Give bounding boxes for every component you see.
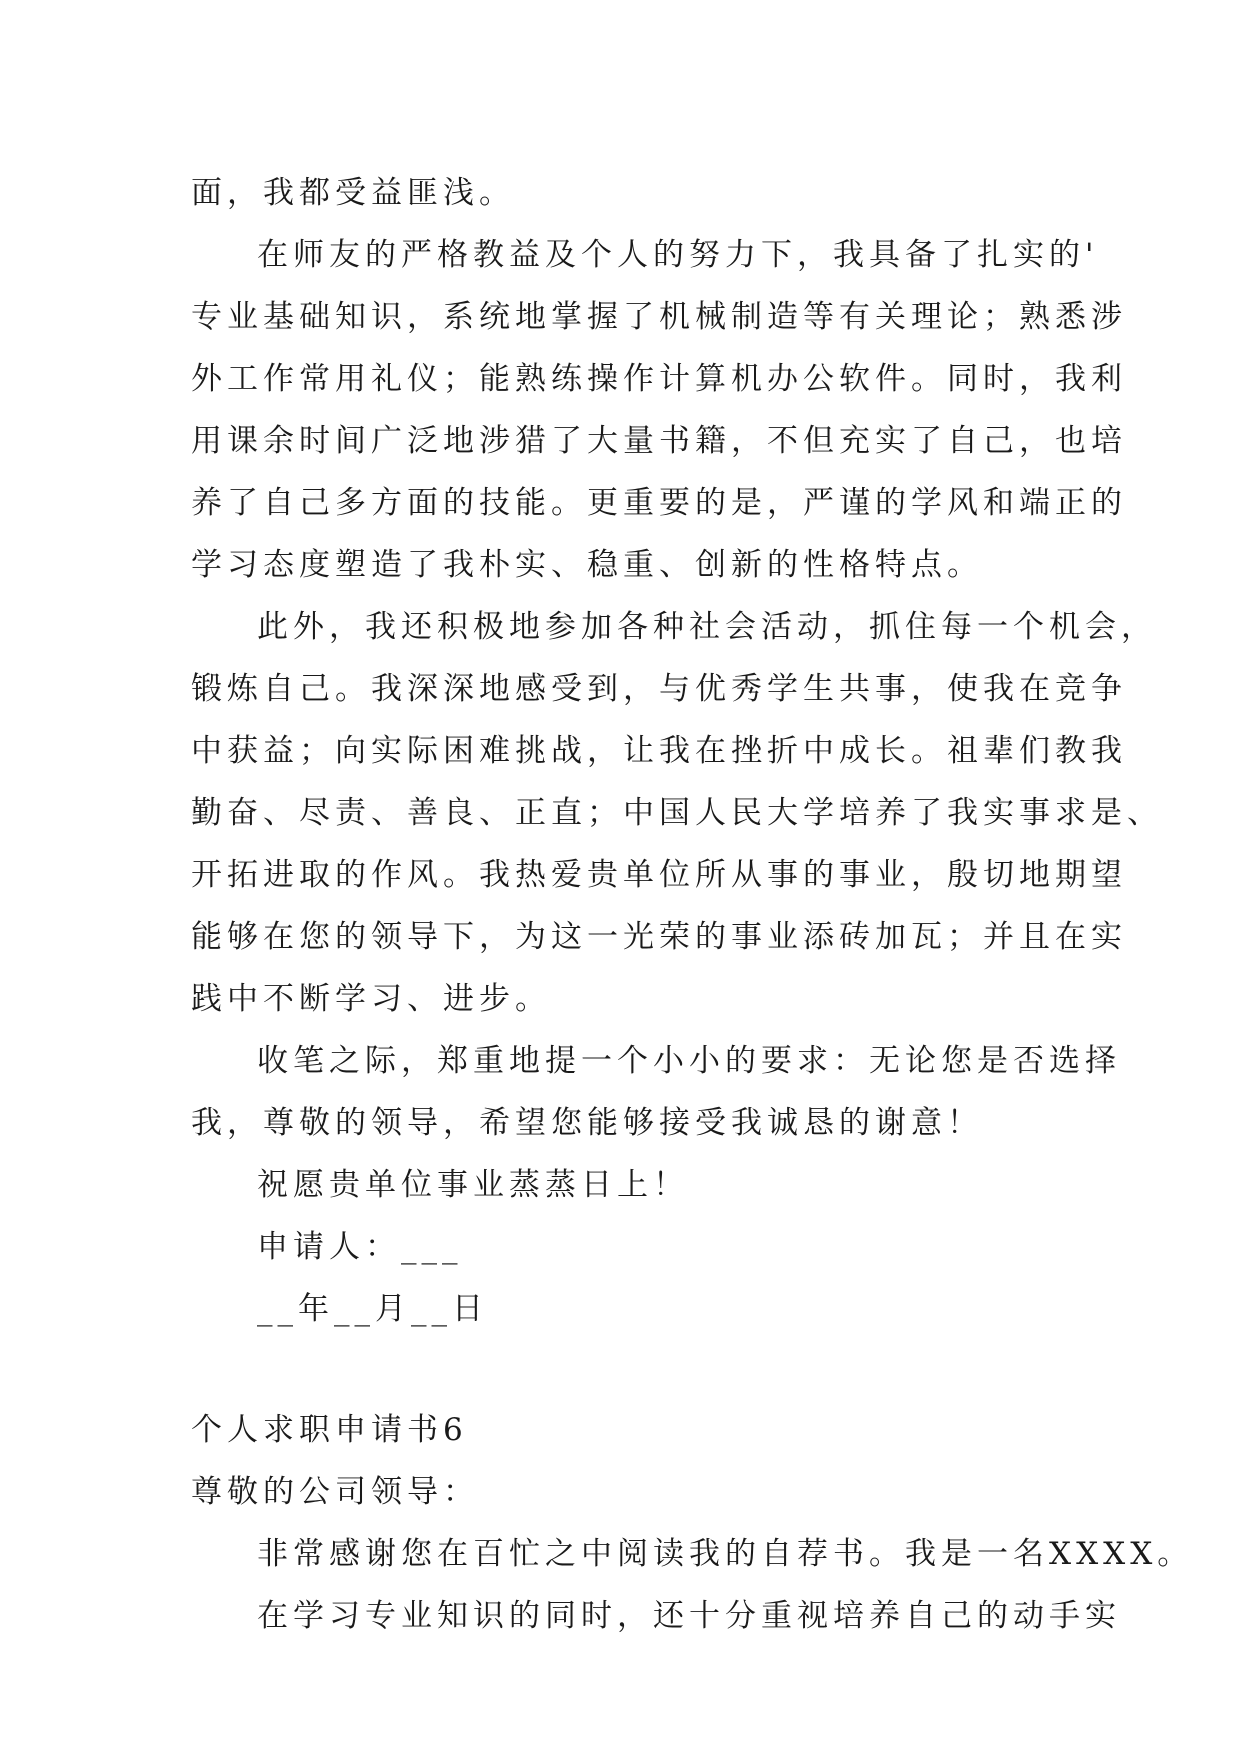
paragraph-line: 专业基础知识，系统地掌握了机械制造等有关理论；熟悉涉 (191, 299, 1127, 335)
applicant-signature-line: 申请人：___ (257, 1229, 463, 1265)
paragraph-line: 收笔之际，郑重地提一个小小的要求：无论您是否选择 (257, 1043, 1121, 1079)
paragraph-line: 养了自己多方面的技能。更重要的是，严谨的学风和端正的 (191, 485, 1127, 521)
paragraph-line: 勤奋、尽责、善良、正直；中国人民大学培养了我实事求是、 (191, 795, 1163, 831)
paragraph-5 (191, 1523, 1194, 1585)
paragraph-line: 用课余时间广泛地涉猎了大量书籍，不但充实了自己，也培 (191, 423, 1127, 459)
paragraph-1 (191, 162, 1061, 224)
paragraph-line: 能够在您的领导下，为这一光荣的事业添砖加瓦；并且在实 (191, 919, 1127, 955)
paragraph-line: 非常感谢您在百忙之中阅读我的自荐书。我是一名XXXX。 (257, 1536, 1194, 1572)
paragraph-line: 我，尊敬的领导，希望您能够接受我诚恳的谢意！ (191, 1105, 983, 1141)
paragraph-line: 外工作常用礼仪；能熟练操作计算机办公软件。同时，我利 (191, 361, 1127, 397)
paragraph-line: 开拓进取的作风。我热爱贵单位所从事的事业，殷切地期望 (191, 857, 1127, 893)
paragraph-3 (191, 596, 1163, 1030)
section-gap (191, 1340, 1061, 1399)
paragraph-line: 面，我都受益匪浅。 (191, 175, 515, 211)
paragraph-line: 学习态度塑造了我朴实、稳重、创新的性格特点。 (191, 547, 983, 583)
paragraph-line: 在师友的严格教益及个人的努力下，我具备了扎实的' (257, 237, 1099, 273)
closing-line: 祝愿贵单位事业蒸蒸日上！ (257, 1167, 689, 1203)
paragraph-line: 践中不断学习、进步。 (191, 981, 551, 1017)
salutation: 尊敬的公司领导： (191, 1474, 479, 1510)
document-body (191, 162, 1194, 1647)
paragraph-6 (191, 1585, 1121, 1647)
paragraph-2 (191, 224, 1127, 596)
section-title: 个人求职申请书6 (191, 1412, 468, 1448)
paragraph-line: 此外，我还积极地参加各种社会活动，抓住每一个机会， (257, 609, 1157, 645)
paragraph-line: 锻炼自己。我深深地感受到，与优秀学生共事，使我在竞争 (191, 671, 1127, 707)
paragraph-line: 中获益；向实际困难挑战，让我在挫折中成长。祖辈们教我 (191, 733, 1127, 769)
date-line: __年__月__日 (257, 1291, 488, 1327)
paragraph-line: 在学习专业知识的同时，还十分重视培养自己的动手实 (257, 1598, 1121, 1634)
paragraph-4 (191, 1030, 1121, 1154)
